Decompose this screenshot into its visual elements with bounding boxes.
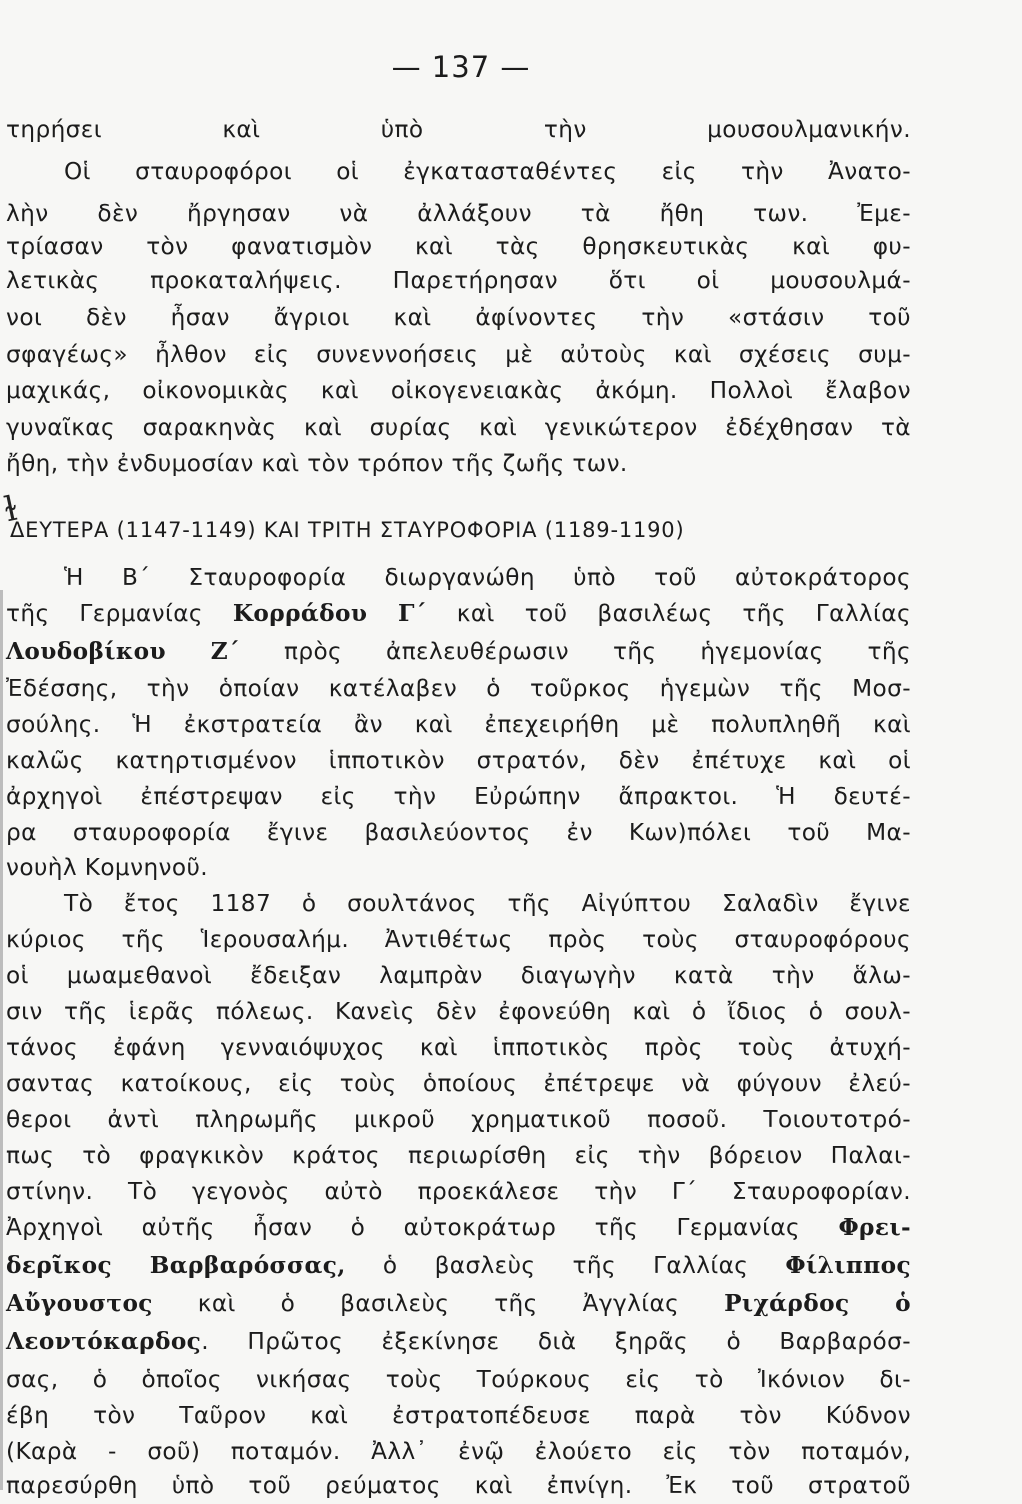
text-line: κύριος τῆς Ἱερουσαλήμ. Ἀντιθέτως πρὸς τοὺς σταυροφόρους (6, 926, 911, 953)
name-bold: δερῖκος Βαρβαρόσσας, (6, 1252, 346, 1279)
name-bold: Λεοντόκαρδος (6, 1328, 202, 1355)
text-line: οἱ μωαμεθανοὶ ἔδειξαν λαμπρὰν διαγωγὴν κατὰ τὴν ἅλω- (6, 962, 911, 989)
text-line: σιν τῆς ἱερᾶς πόλεως. Κανεὶς δὲν ἐφονεύθη καὶ ὁ ἴδιος ὁ σουλ- (6, 998, 911, 1025)
text-line: καλῶς κατηρτισμένον ἱπποτικὸν στρατόν, δὲν ἐπέτυχε καὶ οἱ (6, 747, 911, 774)
text-line: παρεσύρθη ὑπὸ τοῦ ρεύματος καὶ ἐπνίγη. Ἐκ τοῦ στρατοῦ (6, 1472, 911, 1499)
page-number: — 137 — (391, 50, 531, 84)
text-line: Λεοντόκαρδος. Πρῶτος ἐξεκίνησε διὰ ξηρᾶς ὁ Βαρβαρόσ- (6, 1328, 911, 1355)
text-line: ἤθη, τὴν ἐνδυμοσίαν καὶ τὸν τρόπον τῆς ζωῆς των. (6, 450, 628, 477)
text-line: σας, ὁ ὁποῖος νικήσας τοὺς Τούρκους εἰς τὸ Ἰκόνιον δι- (6, 1366, 911, 1393)
text-line: τηρήσει καὶ ὑπὸ τὴν μουσουλμανικήν. (6, 116, 911, 143)
text-line: σφαγέως» ἦλθον εἰς συνεννοήσεις μὲ αὐτοὺς καὶ σχέσεις συμ- (6, 341, 911, 368)
section-heading: ΔΕΥΤΕΡΑ (1147-1149) ΚΑΙ ΤΡΙΤΗ ΣΤΑΥΡΟΦΟΡΙΑ (1189-1190) (10, 518, 685, 542)
page-edge-shadow (0, 590, 3, 1490)
text-line: πως τὸ φραγκικὸν κράτος περιωρίσθη εἰς τὴν βόρειον Παλαι- (6, 1142, 911, 1169)
text-line: έβη τὸν Ταῦρον καὶ ἐστρατοπέδευσε παρὰ τὸν Κύδνον (6, 1402, 911, 1429)
text-line: Οἱ σταυροφόροι οἱ ἐγκατασταθέντες εἰς τὴν Ἀνατο- (64, 158, 911, 185)
text-line: σαντας κατοίκους, εἰς τοὺς ὁποίους ἐπέτρεψε νὰ φύγουν ἐλεύ- (6, 1070, 911, 1097)
text-line: λετικὰς προκαταλήψεις. Παρετήρησαν ὅτι οἱ μουσουλμά- (6, 267, 911, 294)
text-line: τρίασαν τὸν φανατισμὸν καὶ τὰς θρησκευτικὰς καὶ φυ- (6, 233, 911, 260)
text-line: (Καρὰ - σοῦ) ποταμόν. Ἀλλ᾿ ἐνῷ ἐλούετο εἰς τὸν ποταμόν, (6, 1438, 911, 1465)
text-line: Λουδοβίκου Ζ΄ πρὸς ἀπελευθέρωσιν τῆς ἡγεμονίας τῆς (6, 638, 911, 665)
name-bold: Λουδοβίκου Ζ΄ (6, 638, 241, 665)
name-bold: Κορράδου Γ΄ (232, 600, 427, 627)
text-line: γυναῖκας σαρακηνὰς καὶ συρίας καὶ γενικώτερον ἐδέχθησαν τὰ (6, 414, 911, 441)
text-line: τῆς Γερμανίας Κορράδου Γ΄ καὶ τοῦ βασιλέως τῆς Γαλλίας (6, 600, 911, 627)
text-line: μαχικάς, οἰκονομικὰς καὶ οἰκογενειακὰς ἀκόμη. Πολλοὶ ἔλαβον (6, 377, 911, 404)
text-line: δερῖκος Βαρβαρόσσας, ὁ βασλεὺς τῆς Γαλλίας Φίλιππος (6, 1252, 912, 1279)
name-bold: Φίλιππος (785, 1252, 912, 1279)
text-line: Ἡ Β΄ Σταυροφορία διωργανώθη ὑπὸ τοῦ αὐτοκράτορος (64, 564, 911, 591)
text-line: ρα σταυροφορία ἔγινε βασιλεύοντος ἐν Κων)πόλει τοῦ Μα- (6, 819, 911, 846)
text-line: Τὸ ἔτος 1187 ὁ σουλτάνος τῆς Αἰγύπτου Σαλαδὶν ἔγινε (64, 890, 911, 917)
text-line: θεροι ἀντὶ πληρωμῆς μικροῦ χρηματικοῦ ποσοῦ. Τοιουτοτρό- (6, 1106, 911, 1133)
name-bold: Ριχάρδος ὁ (724, 1290, 911, 1317)
text-line: Αὔγουστος καὶ ὁ βασιλεὺς τῆς Ἀγγλίας Ριχάρδος ὁ (6, 1290, 911, 1317)
text-line: τάνος ἐφάνη γενναιόψυχος καὶ ἱπποτικὸς πρὸς τοὺς ἀτυχή- (6, 1034, 911, 1061)
text-line: νοι δὲν ἦσαν ἄγριοι καὶ ἀφίνοντες τὴν «στάσιν τοῦ (6, 304, 911, 331)
pen-mark: ɫ (0, 488, 22, 531)
name-bold: Φρει- (838, 1214, 911, 1241)
text-line: ἀρχηγοὶ ἐπέστρεψαν εἰς τὴν Εὐρώπην ἄπρακτοι. Ἡ δευτέ- (6, 783, 911, 810)
text-line: νουὴλ Κομνηνοῦ. (6, 854, 209, 881)
text-line: στίνην. Τὸ γεγονὸς αὐτὸ προεκάλεσε τὴν Γ΄ Σταυροφορίαν. (6, 1178, 911, 1205)
text-line: σούλης. Ἡ ἐκστρατεία ἂν καὶ ἐπεχειρήθη μὲ πολυπληθῆ καὶ (6, 711, 911, 738)
text-line: Ἀρχηγοὶ αὐτῆς ἦσαν ὁ αὐτοκράτωρ τῆς Γερμανίας Φρει- (6, 1214, 911, 1241)
text-line: Ἐδέσσης, τὴν ὁποίαν κατέλαβεν ὁ τοῦρκος ἡγεμὼν τῆς Μοσ- (6, 675, 911, 702)
text-line: λὴν δὲν ἤργησαν νὰ ἀλλάξουν τὰ ἤθη των. Ἐμε- (6, 200, 911, 227)
name-bold: Αὔγουστος (6, 1290, 153, 1317)
